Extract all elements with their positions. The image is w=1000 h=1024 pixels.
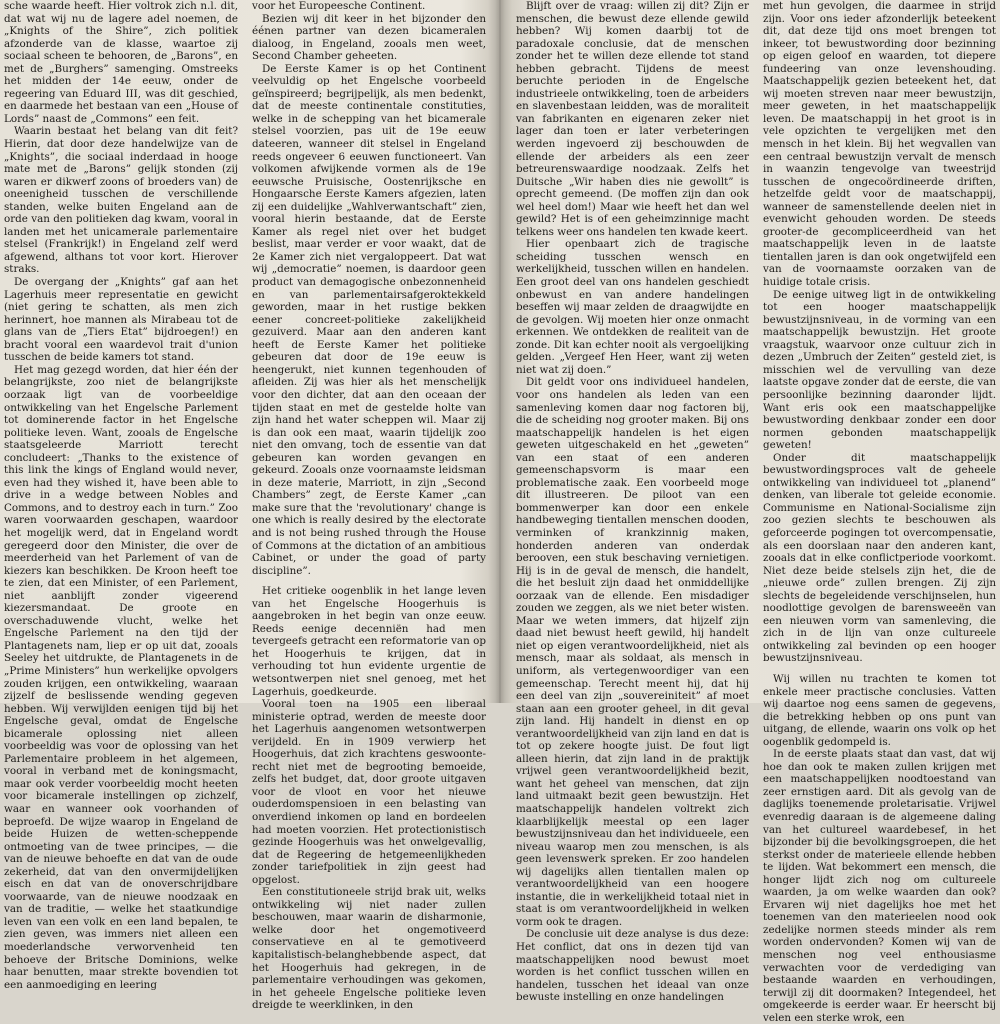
paragraph: sche waarde heeft. Hier voltrok zich n.l. dit, dat wat wij nu de lagere adel noemen, de „Knights of the Shire”, zich politiek afzonderde van de klasse, waartoe zij sociaal scheen te behooren, de „Barons”, en met de „Burghers” samenging. Omstreeks het midden der 14e eeuw, onder de regeering van Eduard III, was dit geschied, en daarmede het bestaan van een „House of Lords” naast de „Commons” een feit. (4, 0, 238, 125)
paragraph: De overgang der „Knights” gaf aan het Lagerhuis meer representatie en gewicht (niet gering te schatten, als men zich herinnert, hoe mannen als Mirabeau tot de glans van de „Tiers Etat” bijdroegen!) en bracht vooral een waardevol trait d'union tusschen de beide kamers tot stand. (4, 276, 238, 364)
paragraph: De Eerste Kamer is op het Continent veelvuldig op het Engelsche voorbeeld geïnspireerd; begrijpelijk, als men bedenkt, dat de meeste continentale constituties, welke in de schepping van het bicamerale stelsel voorzien, pas uit de 19e eeuw dateeren, wanneer dit stelsel in Engeland reeds ongeveer 6 eeuwen functioneert. Van volkomen afwijkende vormen als de 19e eeuwsche Pruisische, Oostenrijksche en Hongaarsche Eerste Kamers afgezien, laten zij een duidelijke „Wahlverwantschaft” zien, vooral hierin bestaande, dat de Eerste Kamer als regel niet over het budget beslist, maar verder er voor waakt, dat de 2e Kamer zich niet vergaloppeert. Dat wat wij „democratie” noemen, is daardoor geen product van demagogische onbezonnenheid en van parlementairsafgeroktekkeld geworden, maar in het rustige bekken eener concreet-politieke zakelijkheid gezuiverd. Maar aan den anderen kant heeft de Eerste Kamer het politieke gebeuren dat door de 19e eeuw is heengerukt, niet kunnen tegenhouden of afleiden. Zij was hier als het menschelijk voor den dichter, dat aan den oceaan der tijden staat en met de gestelde holte van zijn hand het water scheppen wil. Maar zij is dan ook een maat, waarin tijdelijk zoo niet den omvang, toch de essentie van dat gebeuren kan worden gevangen en gekeurd. Zooals onze voornaamste leidsman in deze materie, Marriott, in zijn „Second Chambers” zegt, de Eerste Kamer „can make sure that the 'revolutionary' change is one which is really desired by the electorate and is not being rushed through the House of Commons at the dictation of an ambitious Cabinet, or under the goad of party discipline”. (252, 62, 486, 577)
right-page (506, 0, 1000, 1024)
paragraph: Hier openbaart zich de tragische scheiding tusschen wensch en werkelijkheid, tusschen willen en handelen. Een groot deel van ons handelen geschiedt onbewust en van andere handelingen beseffen wij maar zelden de draagwijdte en de gevolgen. Wij moeten hier onze onmacht erkennen. We ontdekken de realiteit van de zonde. Dit kan echter nooit als vergoelijking gelden. „Vergeef Hen Heer, want zij weten niet wat zij doen.” (516, 238, 749, 376)
paragraph: voor het Europeesche Continent. (252, 0, 426, 12)
paragraph: Onder dit maatschappelijk bewustwordingsproces valt de geheele ontwikkeling van individueel tot „planend” denken, van liberale tot geleide economie. Communisme en National-Socialisme zijn zoo gezien slechts te beschouwen als geforceerde pogingen tot overcompensatie, als een doorslaan naar den anderen kant, zooals dat in elke conflictperiode voorkomt. Niet deze beide stelsels zijn het, die de „nieuwe orde” zullen brengen. Zij zijn slechts de begeleidende verschijnselen, hun noodlottige gevolgen de barensweeën van een nieuwen vorm van samenleving, die zich in de lijn van onze cultureele ontwikkeling zal bevinden op een hooger bewustzijnsniveau. (763, 451, 996, 665)
paragraph: Dit geldt voor ons individueel handelen, voor ons handelen als leden van een samenleving komen daar nog factoren bij, die de scheiding nog grooter maken. Bij ons maatschappelijk handelen is het eigen geweten uitgeschakeld en het „geweten” van een staat of een anderen gemeenschapsvorm is maar een problematische zaak. Een voorbeeld moge dit illustreeren. De piloot van een bommenwerper kan door een enkele handbeweging tientallen menschen dooden, verminken of krankzinnig maken, honderden anderen van onderdak berooven, een stuk beschaving vernietigen. Hij is in de geval de mensch, die handelt, die het besluit zijn daad het onmiddellijke oorzaak van de ellende. Een misdadiger zouden we zeggen, als we niet beter wisten. Maar we weten immers, dat hijzelf zijn daad niet bewust heeft gewild, hij handelt niet op eigen verantwoordelijkheid, niet als mensch, maar als soldaat, als mensch in uniform, als vertegenwoordiger van een gemeenschap. Terecht meent hij, dat hij een deel van zijn „souvereiniteit” af moet staan aan een grooter geheel, in dit geval zijn land. Hij handelt in dienst en op verantwoordelijkheid van zijn land en dat is tot op zekere hoogte juist. De fout ligt alleen hierin, dat zijn land in de praktijk vrijwel geen verantwoordelijkheid bezit, want het geheel van menschen, dat zijn land uitmaakt bezit geen bewustzijn. Het maatschappelijk handelen voltrekt zich klaarblijkelijk meestal op een lager bewustzijnsniveau dan het individueele, een niveau waarop men zou menschen, is als geen levenswerk spreken. Er zoo handelen wij dagelijks allen tientallen malen op verantwoordelijkheid van een hoogere instantie, die in werkelijkheid totaal niet in staat is om verantwoordelijkheid in welken vorm ook te dragen. (516, 376, 749, 928)
paragraph: Waarin bestaat het belang van dit feit? Hierin, dat door deze handelwijze van de „Knights”, die sociaal inderdaad in hooge mate met de „Barons” gelijk stonden (zij waren er dikwerf zoons of broeders van) de oneenigheid tusschen de verschillende standen, welke buiten Engeland aan de orde van den politieken dag kwam, vooral in landen met het unicamerale parlementaire stelsel (Frankrijk!) in Engeland zelf werd afgewend, althans tot voor kort. Hierover straks. (4, 125, 238, 276)
left-page-column-2 (252, 0, 486, 1012)
paragraph: Het mag gezegd worden, dat hier één der belangrijkste, zoo niet de belangrijkste oorzaak ligt van de voorbeeldige ontwikkeling van het Engelsche Parlement tot dominerende factor in het Engelsche politieke leven. Want, zooals de Engelsche staatsgeleerde Marriott terecht concludeert: „Thanks to the existence of this link the kings of England would never, even had they wished it, have been able to drive in a wedge between Nobles and Commons, and to destroy each in turn.” Zoo waren voorwaarden geschapen, waardoor het mogelijk werd, dat in Engeland wordt geregeerd door den Minister, die over de meerderheid van het Parlement of van de kiezers kan beschikken. De Kroon heeft toe te zien, dat een Minister, of een Parlement, niet aanblijft zonder vigeerend kiezersmandaat. De groote en overschaduwende vlucht, welke het Engelsche Parlement na den tijd der Plantagenets nam, liep er op uit dat, zooals Seeley het uitdrukte, de Plantagenets in de „Prime Ministers” hun werkelijke opvolgers zouden krijgen, een ontwikkeling, waaraan zijzelf de beslissende wending gegeven hebben. Wij verwijlden eenigen tijd bij het Engelsche geval, omdat de Engelsche bicamerale oplossing niet alleen voorbeeldig was voor de oplossing van het Parlementaire probleem in het algemeen, vooral in verband met de koningsmacht, maar ook verder voorbeeldig mocht heeten voor bicamerale instellingen op zichzelf, waar en wanneer ook voorhanden of beproefd. De wijze waarop in Engeland de beide Huizen de wetten-scheppende ontmoeting van de twee principes, — die van de nieuwe behoefte en dat van de oude zekerheid, dat van den onvermijdelijken eisch en dat van de onoverschrijdbare voorwaarde, van de nieuwe noodzaak en van de traditie, — welke het staatkundige leven van een volk en een land bepalen, te zien geven, was immers niet alleen een moederlandsche verworvenheid ten behoeve der Britsche Dominions, welke haar benutten, maar strekte bovendien tot een aanmoediging en leering (4, 363, 238, 991)
paragraph: Het critieke oogenblik in het lange leven van het Engelsche Hoogerhuis is aangebroken in het begin van onze eeuw. Reeds eenige decenniën had men tevergeefs getracht een reformatorie van op het Hoogerhuis te krijgen, dat in verhouding tot hun evidente urgentie de wetsontwerpen niet snel genoeg, met het Lagerhuis, goedkeurde. (252, 585, 486, 698)
paragraph: Een constitutioneele strijd brak uit, welks ontwikkeling wij niet nader zullen beschouwen, maar waarin de disharmonie, welke door het ongemotiveerd conservatieve en al te gemotiveerd kapitalistisch-belanghebbende aspect, dat het Hoogerhuis had gekregen, in de parlementaire verhoudingen was gekomen, in het geheele Engelsche politieke leven dreigde te weerklinken, in den (252, 886, 486, 1012)
left-page-column-1 (4, 0, 238, 991)
right-page-column-1 (516, 0, 749, 1004)
paragraph: Bezien wij dit keer in het bijzonder den éénen partner van dezen bicameralen dialoog, in Engeland, zooals men weet, Second Chamber geheeten. (252, 12, 486, 63)
paragraph: met hun gevolgen, die daarmee in strijd zijn. Voor ons ieder afzonderlijk beteekent dit, dat deze tijd ons moet brengen tot inkeer, tot bewustwording door bezinning op eigen geloof en waarden, tot diepere fundeering van onze levenshouding. Maatschappelijk gezien beteekent het, dat wij moeten streven naar meer bewustzijn, meer geweten, in het maatschappelijk leven. De maatschappij in het groot is in vele opzichten te vergelijken met den mensch in het klein. Bij het wegvallen van een centraal bewustzijn vervalt de mensch in waanzin tengevolge van tweestrijd tusschen de ongecoördineerde driften, hetzelfde geldt voor de maatschappij, wanneer de samenstellende deelen niet in evenwicht gehouden worden. De steeds grooter-de gecompliceerdheid van het maatschappelijk leven in de laatste tientallen jaren is dan ook ongetwijfeld een van de voornaamste oorzaken van de huidige totale crisis. (763, 0, 996, 289)
paragraph: Vooral toen na 1905 een liberaal ministerie optrad, werden de meeste door het Lagerhuis aangenomen wetsontwerpen verijdeld. En in 1909 verwierp het Hoogerhuis, dat zich krachtens geswoonte-recht niet met de begrooting bemoeide, zelfs het budget, dat, door groote uitgaven voor de vloot en voor het nieuwe ouderdomspensioen in een belasting van onverdiend inkomen op land en bordeelen had moeten voorzien. Het protectionistisch gezinde Hoogerhuis was het onwelgevallig, dat de Regeering de hetgemeenlijkheden zonder tariefpolitiek in zijn geest had opgelost. (252, 698, 486, 886)
paragraph: De eenige uitweg ligt in de ontwikkeling tot een hooger maatschappelijk bewustzijnsniveau, in de vorming van een maatschappelijk bewustzijn. Het groote vraagstuk, waarvoor onze cultuur zich in dezen „Umbruch der Zeiten” gesteld ziet, is misschien wel de vervulling van deze laatste opgave zonder dat de eerste, die van persoonlijke bezinning daaronder lijdt. Want eris ook een maatschappelijke bewustwording denkbaar zonder een door normen gebonden maatschappelijk geweten! (763, 288, 996, 452)
paragraph: De conclusie uit deze analyse is dus deze: Het conflict, dat ons in dezen tijd van maatschappelijken nood bewust moet worden is het conflict tusschen willen en handelen, tusschen het ideaal van onze bewuste instelling en onze handelingen (516, 928, 749, 1004)
right-page-column-2 (763, 0, 996, 1024)
left-page (0, 0, 494, 1012)
paragraph: Blijft over de vraag: willen zij dit? Zijn er menschen, die bewust deze ellende gewild hebben? Wij komen daarbij tot de paradoxale conclusie, dat de menschen zonder het te willen deze ellende tot stand hebben gebracht. Tijdens de meest beruchte perioden in de Engelsche industrieele ontwikkeling, toen de arbeiders en slavenbestaan leidden, was de moraliteit van fabrikanten en eigenaren zeker niet lager dan toen er later verbeteringen werden ingevoerd zij beschouwden de ellende der arbeiders als een zeer betreurenswaardige noodzaak. Zelfs het Duitsche „Wir haben dies nie gewollt” is oprecht gemeend. (De moffen zijn dan ook wel heel dom!) Maar wie heeft het dan wel gewild? Het is of een geheimzinnige macht telkens weer ons handelen ten kwade keert. (516, 0, 749, 238)
paragraph: In de eerste plaats staat dan vast, dat wij hoe dan ook te maken zullen krijgen met een maatschappelijken noodtoestand van zeer ernstigen aard. Dit als gevolg van de daglijks toenemende proletarisatie. Vrijwel evenredig daaraan is de algemeene daling van het cultureel waardebesef, in het bijzonder bij die bevolkingsgroepen, die het sterkst onder de materieele ellende hebben te lijden. Wat bekommert een mensch, die honger lijdt zich nog om cultureele waarden, ja om welke waarden dan ook? Ervaren wij niet dagelijks hoe met het toenemen van den materieelen nood ook zedelijke normen steeds minder als rem worden ondervonden? Komen wij van de menschen nog veel enthousiasme verwachten voor de verdediging van bestaande waarden en verhoudingen, terwijl zij dit doormaken? Integendeel, het omgekeerde is eerder waar. Er heerscht bij velen een sterke wrok, een (763, 748, 996, 1024)
paragraph: Wij willen nu trachten te komen tot enkele meer practische conclusies. Vatten wij daartoe nog eens samen de gegevens, die betrekking hebben op ons punt van uitgang, de ellende, waarin ons volk op het oogenblik gedompeld is. (763, 672, 996, 748)
